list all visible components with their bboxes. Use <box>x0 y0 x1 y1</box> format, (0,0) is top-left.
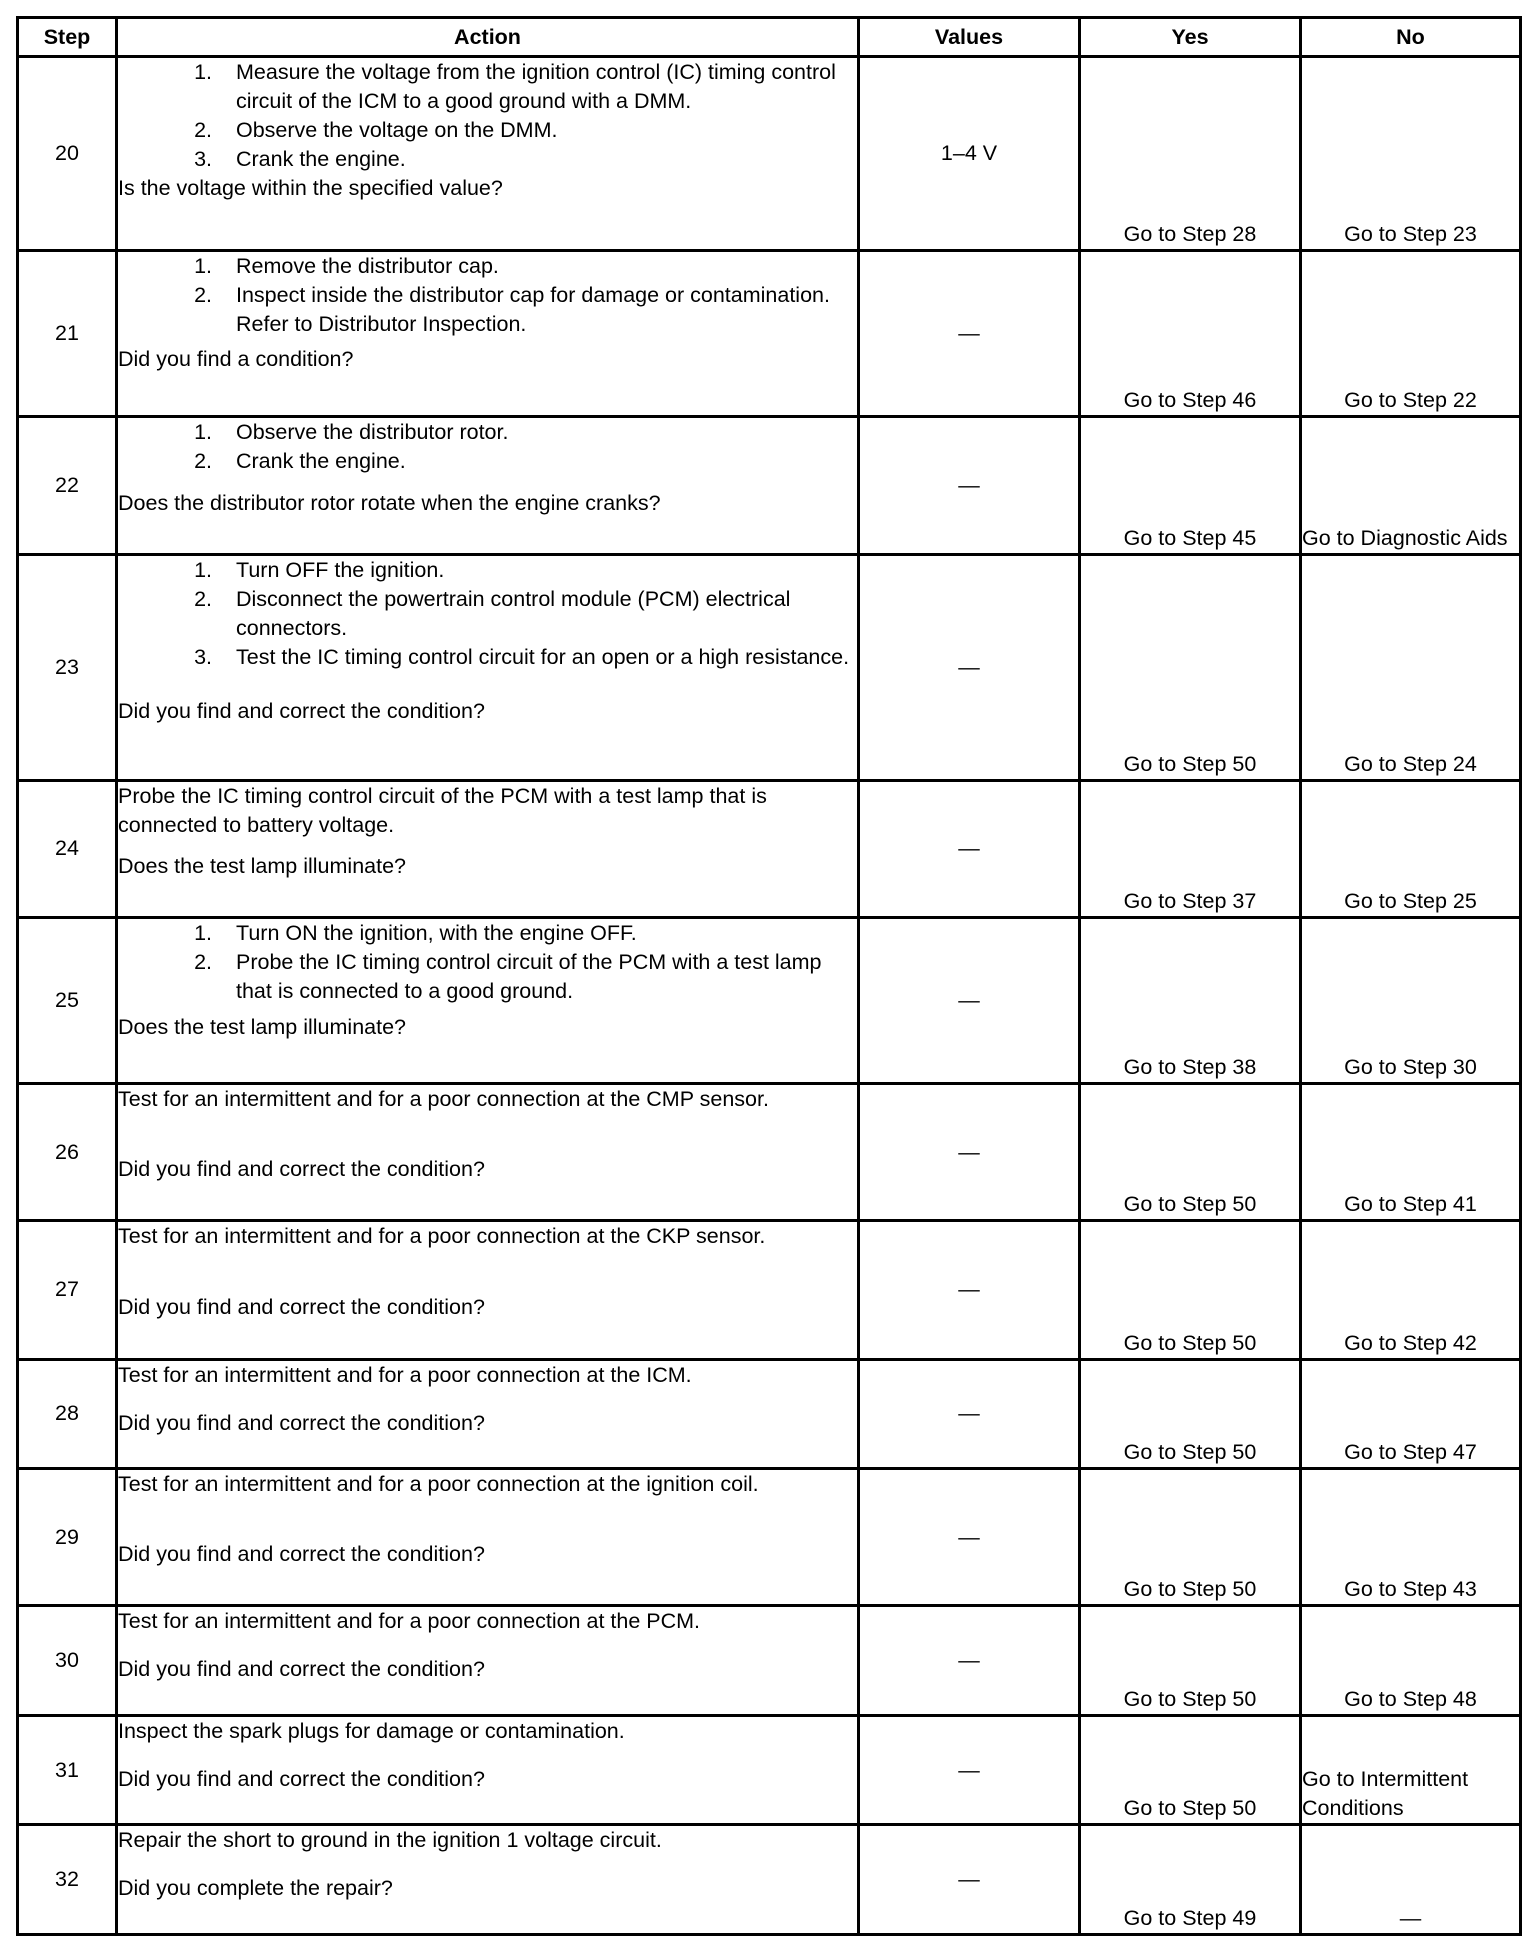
action-cell <box>117 555 859 780</box>
table-row <box>18 416 1521 554</box>
no-cell: Go to Step 22 <box>1301 251 1521 417</box>
header-yes: Yes <box>1080 18 1301 57</box>
yes-cell: Go to Step 50 <box>1080 1469 1301 1606</box>
procedure-step: 2. Observe the voltage on the DMM. <box>218 116 857 145</box>
procedure-list <box>118 919 857 1006</box>
action-question: Does the test lamp illuminate? <box>118 853 407 878</box>
step-number: 31 <box>18 1715 117 1825</box>
action-question: Did you find and correct the condition? <box>118 1657 485 1682</box>
header-row <box>18 18 1521 57</box>
action-cell <box>117 917 859 1084</box>
no-cell: Go to Step 30 <box>1301 917 1521 1084</box>
step-number: 21 <box>18 251 117 417</box>
yes-cell: Go to Step 50 <box>1080 1221 1301 1359</box>
action-question: Did you complete the repair? <box>118 1876 393 1901</box>
no-cell: Go to Step 23 <box>1301 57 1521 251</box>
action-question: Does the test lamp illuminate? <box>118 1014 407 1039</box>
diagnostic-table <box>16 16 1522 1936</box>
yes-cell: Go to Step 46 <box>1080 251 1301 417</box>
value-cell: — <box>859 1606 1080 1716</box>
procedure-step: 1. Remove the distributor cap. <box>218 252 857 281</box>
action-question: Did you find and correct the condition? <box>118 1410 485 1435</box>
table-row <box>18 1715 1521 1825</box>
yes-cell: Go to Step 50 <box>1080 1359 1301 1469</box>
action-cell <box>117 1606 859 1716</box>
value-cell: — <box>859 555 1080 780</box>
table-row <box>18 780 1521 917</box>
yes-cell: Go to Step 28 <box>1080 57 1301 251</box>
action-text: Repair the short to ground in the ignition 1 voltage circuit. <box>118 1828 662 1853</box>
value-cell: — <box>859 780 1080 917</box>
action-cell <box>117 1469 859 1606</box>
action-cell <box>117 1359 859 1469</box>
action-cell <box>117 1221 859 1359</box>
no-cell: Go to Step 41 <box>1301 1084 1521 1221</box>
action-question: Did you find and correct the condition? <box>118 1295 485 1320</box>
yes-cell: Go to Step 49 <box>1080 1825 1301 1935</box>
step-number: 26 <box>18 1084 117 1221</box>
action-question: Did you find and correct the condition? <box>118 1766 485 1791</box>
yes-cell: Go to Step 45 <box>1080 416 1301 554</box>
table-body <box>18 57 1521 1935</box>
no-cell: — <box>1301 1825 1521 1935</box>
action-text: Test for an intermittent and for a poor connection at the ignition coil. <box>118 1472 759 1497</box>
no-cell: Go to Diagnostic Aids <box>1301 416 1521 554</box>
table-row <box>18 1825 1521 1935</box>
yes-cell: Go to Step 50 <box>1080 1084 1301 1221</box>
procedure-step: 1. Turn OFF the ignition. <box>218 556 857 585</box>
procedure-step: 2. Crank the engine. <box>218 447 857 476</box>
step-number: 23 <box>18 555 117 780</box>
value-cell: — <box>859 1469 1080 1606</box>
action-text: Test for an intermittent and for a poor connection at the CMP sensor. <box>118 1087 769 1112</box>
header-values: Values <box>859 18 1080 57</box>
no-cell: Go to Step 48 <box>1301 1606 1521 1716</box>
action-cell <box>117 57 859 251</box>
action-text: Test for an intermittent and for a poor connection at the ICM. <box>118 1362 692 1387</box>
value-cell: — <box>859 416 1080 554</box>
table-row <box>18 1469 1521 1606</box>
yes-cell: Go to Step 37 <box>1080 780 1301 917</box>
procedure-step: 1. Observe the distributor rotor. <box>218 418 857 447</box>
procedure-list <box>118 418 857 476</box>
value-cell: — <box>859 1084 1080 1221</box>
action-cell <box>117 780 859 917</box>
table-row <box>18 57 1521 251</box>
step-number: 24 <box>18 780 117 917</box>
step-number: 28 <box>18 1359 117 1469</box>
step-number: 22 <box>18 416 117 554</box>
no-cell: Go to Step 42 <box>1301 1221 1521 1359</box>
action-question: Does the distributor rotor rotate when the engine cranks? <box>118 490 661 515</box>
action-cell <box>117 1084 859 1221</box>
value-cell: — <box>859 1359 1080 1469</box>
action-cell <box>117 1825 859 1935</box>
action-cell <box>117 1715 859 1825</box>
value-cell: — <box>859 1221 1080 1359</box>
header-no: No <box>1301 18 1521 57</box>
value-cell: — <box>859 917 1080 1084</box>
procedure-list <box>118 58 857 174</box>
step-number: 32 <box>18 1825 117 1935</box>
yes-cell: Go to Step 50 <box>1080 555 1301 780</box>
value-cell: — <box>859 1825 1080 1935</box>
procedure-step: 1. Measure the voltage from the ignition control (IC) timing control circuit of the ICM to a good ground with a DMM. <box>218 58 857 116</box>
action-cell <box>117 416 859 554</box>
no-cell: Go to Intermittent Conditions <box>1301 1715 1521 1825</box>
procedure-step: 3. Crank the engine. <box>218 145 857 174</box>
step-number: 29 <box>18 1469 117 1606</box>
no-cell: Go to Step 25 <box>1301 780 1521 917</box>
procedure-step: 2. Probe the IC timing control circuit of the PCM with a test lamp that is connected to a good ground. <box>218 948 857 1006</box>
table-row <box>18 251 1521 417</box>
action-text: Probe the IC timing control circuit of the PCM with a test lamp that is connected to battery voltage. <box>118 783 767 837</box>
table-row <box>18 1359 1521 1469</box>
yes-cell: Go to Step 50 <box>1080 1715 1301 1825</box>
action-text: Test for an intermittent and for a poor connection at the PCM. <box>118 1609 701 1634</box>
table-row <box>18 917 1521 1084</box>
action-question: Is the voltage within the specified value? <box>118 176 503 200</box>
yes-cell: Go to Step 38 <box>1080 917 1301 1084</box>
no-cell: Go to Step 47 <box>1301 1359 1521 1469</box>
header-action: Action <box>117 18 859 57</box>
procedure-step: 1. Turn ON the ignition, with the engine OFF. <box>218 919 857 948</box>
header-step: Step <box>18 18 117 57</box>
procedure-step: 3. Test the IC timing control circuit for an open or a high resistance. <box>218 643 857 672</box>
procedure-list <box>118 252 857 339</box>
table-row <box>18 1221 1521 1359</box>
action-question: Did you find and correct the condition? <box>118 1542 485 1567</box>
step-number: 20 <box>18 57 117 251</box>
no-cell: Go to Step 43 <box>1301 1469 1521 1606</box>
value-cell: — <box>859 251 1080 417</box>
action-question: Did you find and correct the condition? <box>118 699 485 724</box>
step-number: 30 <box>18 1606 117 1716</box>
no-cell: Go to Step 24 <box>1301 555 1521 780</box>
procedure-step: 2. Disconnect the powertrain control module (PCM) electrical connectors. <box>218 585 857 643</box>
procedure-step: 2. Inspect inside the distributor cap for damage or contamination. Refer to Distributor Inspection. <box>218 281 857 339</box>
step-number: 27 <box>18 1221 117 1359</box>
procedure-list <box>118 556 857 672</box>
action-text: Inspect the spark plugs for damage or contamination. <box>118 1718 625 1743</box>
step-number: 25 <box>18 917 117 1084</box>
yes-cell: Go to Step 50 <box>1080 1606 1301 1716</box>
action-question: Did you find and correct the condition? <box>118 1157 485 1182</box>
value-cell: 1–4 V <box>859 57 1080 251</box>
action-question: Did you find a condition? <box>118 347 354 372</box>
action-text: Test for an intermittent and for a poor connection at the CKP sensor. <box>118 1224 766 1249</box>
action-cell <box>117 251 859 417</box>
value-cell: — <box>859 1715 1080 1825</box>
table-row <box>18 555 1521 780</box>
table-row <box>18 1084 1521 1221</box>
table-row <box>18 1606 1521 1716</box>
